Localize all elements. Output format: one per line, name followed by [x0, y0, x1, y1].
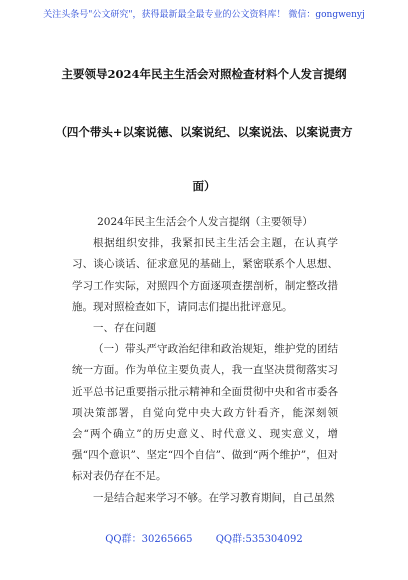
qq-group-2: QQ群:535304092 — [215, 534, 303, 545]
paragraph-point-1-sub: 一是结合起来学习不够。在学习教育期间，自己虽然 — [93, 491, 335, 504]
promo-banner: 关注头条号"公文研究"，获得最新最全最专业的公文资料库！ 微信：gongwenyj — [43, 10, 365, 20]
section-heading: 一、存在问题 — [93, 322, 156, 335]
footer-contact — [0, 533, 408, 547]
paragraph-intro: 根据组织安排，我紧扣民主生活会主题，在认真学习、谈心谈话、征求意见的基础上，紧密联系个人思想、学习工作实际，对照四个方面逐项查摆剖析，制定整改措施。现对照检查如下，请同志们提出批评意见。 — [72, 237, 338, 313]
document-body — [72, 212, 338, 509]
document-title-line-3: 面） — [192, 179, 216, 193]
document-subtitle: 2024年民主生活会个人发言提纲（主要领导） — [97, 216, 313, 228]
paragraph-point-1: （一）带头严守政治纪律和政治规矩，维护党的团结统一方面。作为单位主要负责人，我一直坚决贯彻落实习近平总书记重要指示批示精神和全面贯彻中央和省市委各项决策部署，自觉向党中央大政方针看齐，能深刻领会“两个确立”的历史意义、时代意义、现实意义，增强“四个意识”、坚定“四个自信”、做到“两个维护”，但对标对表仍存在不足。 — [72, 343, 338, 483]
document-title-line-2: （四个带头+以案说德、以案说纪、以案说法、以案说责方 — [55, 125, 353, 139]
document-title-line-1: 主要领导2024年民主生活会对照检查材料个人发言提纲 — [61, 67, 347, 81]
qq-group-1: QQ群：30265665 — [105, 534, 193, 545]
